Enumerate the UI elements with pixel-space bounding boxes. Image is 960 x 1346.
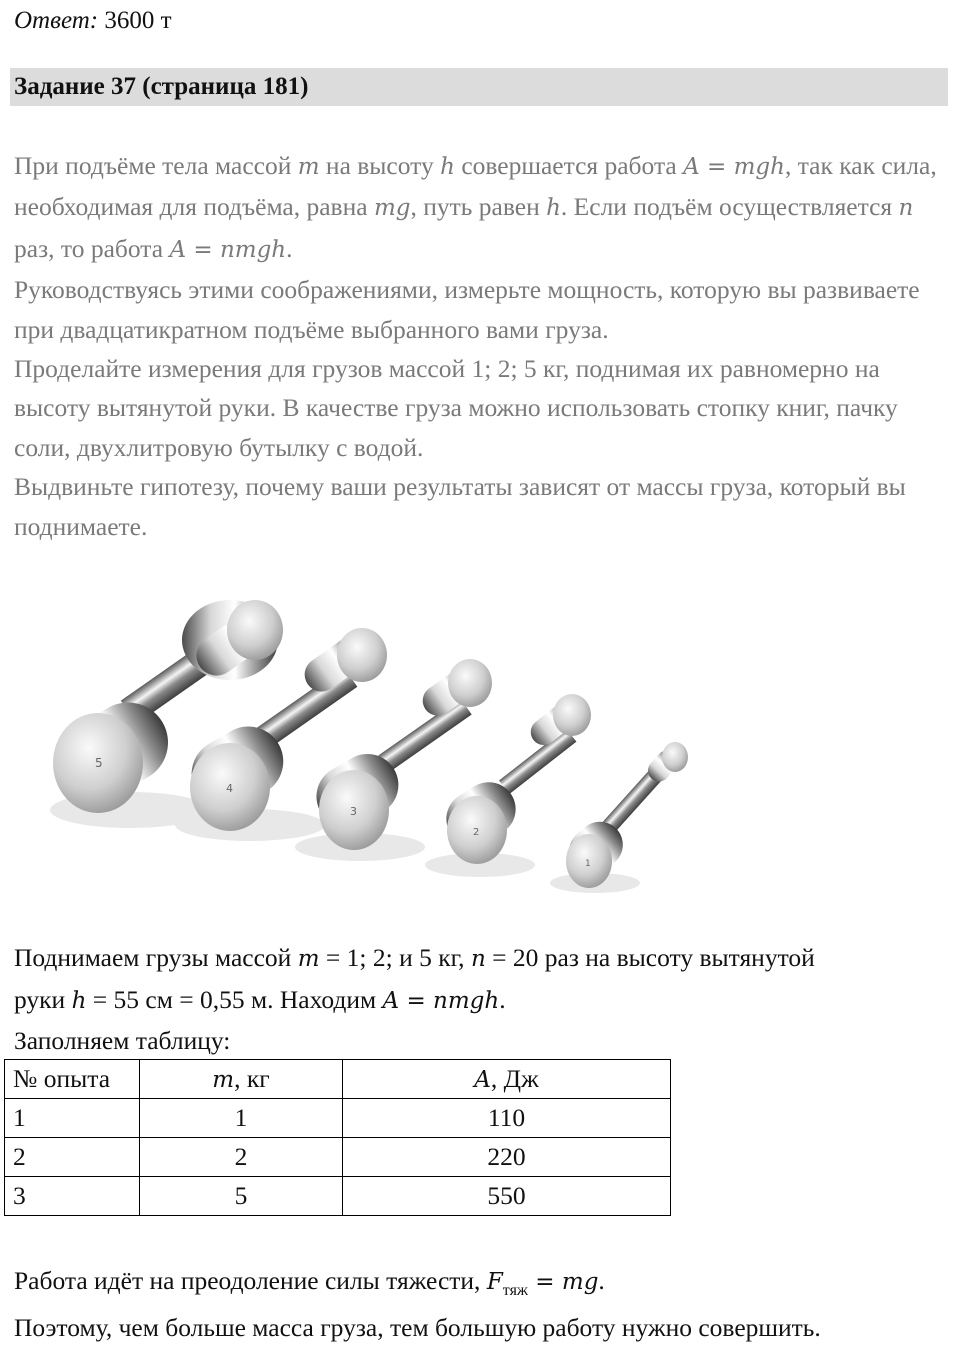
formula: A = nmgh [169,236,287,263]
dumbbell-label: 4 [226,782,233,795]
task-header: Задание 37 (страница 181) [10,68,948,106]
header-mass [140,1060,343,1099]
solution-line-1 [14,938,949,980]
conclusion-line-2: Поэтому, чем больше масса груза, тем большую работу нужно совершить. [14,1313,821,1343]
answer-value: 3600 т [104,7,172,34]
table-row [5,1099,671,1138]
conclusion-text [14,1262,949,1346]
formula: h [546,195,561,222]
header-work [343,1060,671,1099]
dumbbell-label: 3 [350,805,357,818]
formula: h [71,987,87,1014]
text: При подъёме тела массой [14,151,298,180]
formula: mg [373,195,411,222]
dumbbell-label: 5 [95,756,103,770]
text: , кг [234,1064,270,1093]
formula: A = nmgh [382,987,500,1014]
statement-paragraph-3: Проделайте измерения для грузов массой 1; 2; 5 кг, поднимая их равномерно на высоту вытянутой руки. В качестве груза можно использовать стопку книг, пачку соли, двухлитровую бутылку с водой. [14,354,898,462]
formula: F [486,1269,503,1295]
text: руки [14,984,72,1014]
formula: m [297,154,320,180]
text: . [598,1266,605,1295]
answer-label: Ответ: [14,7,99,34]
text: , Дж [490,1064,539,1093]
formula: A = mgh [683,154,785,180]
solution-line-2 [14,980,949,1022]
formula: m [212,1067,235,1093]
cell-work: 550 [343,1177,671,1216]
formula: m [297,946,320,972]
text: совершается работа [454,151,684,180]
formula: n [898,195,914,222]
text: . [286,233,293,263]
text: = 20 раз на высоту вытянутой [485,943,815,972]
table-header-row [5,1060,671,1099]
text: как сила, необходимая для подъёма, равна [14,151,937,222]
task-statement [14,146,949,546]
cell-mass: 2 [140,1138,343,1177]
cell-experiment: 2 [5,1138,140,1177]
formula: = mg [527,1269,599,1295]
cell-mass: 5 [140,1177,343,1216]
statement-paragraph-2: Руководствуясь этими соображениями, измерьте мощность, которую вы развиваете при двадцатикратном подъёме выбранного вами груза. [14,275,920,344]
formula: n [470,946,486,972]
solution-line-3: Заполняем таблицу: [14,1026,231,1055]
header-experiment: № опыта [5,1060,140,1099]
text: , путь равен [410,192,547,222]
dumbbell-label: 2 [473,827,480,838]
text: раз, то работа [14,233,170,263]
cell-mass: 1 [140,1099,343,1138]
cell-work: 110 [343,1099,671,1138]
statement-paragraph-1 [14,146,949,270]
results-table [4,1059,671,1216]
conclusion-line-1 [14,1262,949,1309]
formula: A [474,1067,491,1093]
statement-paragraph-4: Выдвиньте гипотезу, почему ваши результаты зависят от массы груза, который вы поднимаете. [14,472,906,541]
answer-line [14,4,172,38]
cell-experiment: 1 [5,1099,140,1138]
solution-text [14,938,949,1061]
text: . [499,984,506,1014]
text: на высоту [319,151,441,180]
formula: h [440,154,455,180]
text: . Если подъём [560,192,713,222]
text: осуществляется [718,192,899,222]
text: Поднимаем грузы массой [14,943,298,972]
dumbbell-1 [550,742,688,893]
text: Работа идёт на преодоление силы тяжести, [14,1266,487,1295]
text: = 55 см = 0,55 м. Находим [86,984,383,1014]
subscript: тяж [502,1282,528,1300]
dumbbell-label: 1 [585,859,591,869]
cell-experiment: 3 [5,1177,140,1216]
table-row [5,1177,671,1216]
cell-work: 220 [343,1138,671,1177]
dumbbells-photo [40,585,720,915]
table-row [5,1138,671,1177]
text: , так [784,151,833,180]
text: = 1; 2; и 5 кг, [319,943,471,972]
